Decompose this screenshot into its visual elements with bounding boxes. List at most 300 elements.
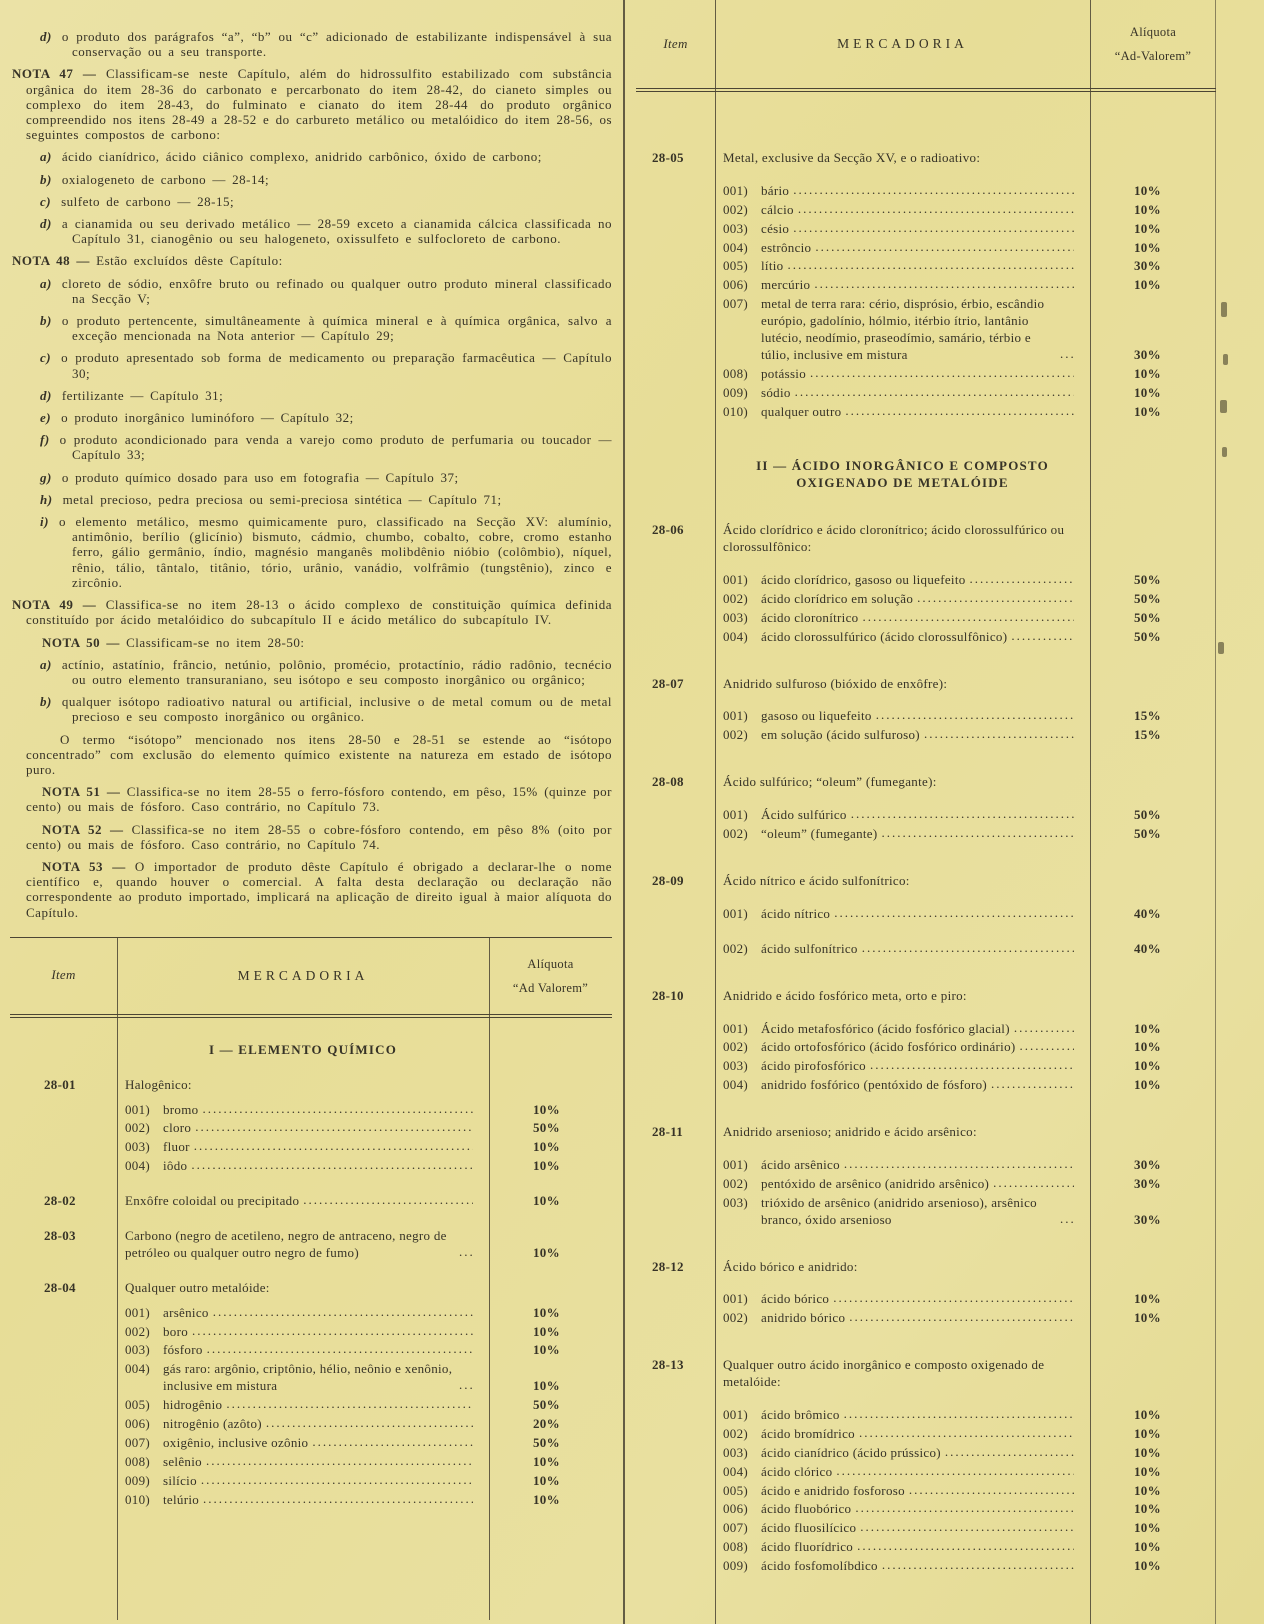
sub-item-code: 001) — [723, 807, 749, 823]
rate-value: 10% — [1134, 1539, 1161, 1555]
sub-item-code: 001) — [125, 1101, 151, 1117]
tariff-row — [636, 150, 1216, 167]
tariff-row — [10, 1280, 612, 1297]
note-marker: c) — [40, 350, 52, 366]
tariff-row — [636, 572, 1216, 589]
dot-leader — [1014, 1023, 1074, 1036]
mercadoria-cell — [715, 572, 1090, 589]
rate-value: 10% — [1134, 1039, 1161, 1055]
mercadoria-text: ácido cianídrico (ácido prússico) — [761, 1444, 941, 1460]
rate-value: 10% — [1134, 239, 1161, 255]
mercadoria-text: ácido arsênico — [761, 1156, 840, 1172]
mercadoria-text: trióxido de arsênico (anidrido arsenioso), arsênico branco, óxido arsenioso — [761, 1194, 1037, 1227]
note-lead: NOTA 49 — — [12, 597, 97, 613]
dot-leader — [834, 909, 1074, 922]
rate-value: 10% — [1134, 384, 1161, 400]
aliquota-label-line1: Alíquota — [527, 956, 574, 971]
mercadoria-text: selênio — [163, 1453, 202, 1469]
sub-item-code: 001) — [723, 708, 749, 724]
mercadoria-cell — [715, 1310, 1090, 1327]
sub-item-code: 008) — [125, 1453, 151, 1469]
mercadoria-cell — [715, 807, 1090, 824]
column-header-mercadoria: MERCADORIA — [837, 36, 968, 52]
scan-artifact — [1222, 447, 1227, 457]
sub-item-code: 008) — [723, 1539, 749, 1555]
tariff-row — [636, 1058, 1216, 1075]
note-paragraph: i) o elemento metálico, mesmo quimicamente puro, classificado na Secção XV: alumínio, antimônio, berílio (glicínio) bismuto, cádmio, chumbo, cobalto, cobre, cromo estanho ferro, gálio germânio, índio, magnésio manganês molibdênio nióbio (colômbio), níquel, rênio, tálio, tântalo, titânio, tório, urânio, vanádio, volfrâmio (tungstênio), zinco e zircônio. — [40, 514, 612, 590]
mercadoria-text: Qualquer outro ácido inorgânico e composto oxigenado de metalóide: — [723, 1357, 1045, 1390]
sub-item-code: 006) — [125, 1416, 151, 1431]
mercadoria-cell — [715, 1426, 1090, 1443]
rate-value: 30% — [1134, 1211, 1161, 1227]
tariff-row — [636, 708, 1216, 725]
dot-leader — [993, 1179, 1074, 1192]
sub-item-code: 001) — [723, 1291, 749, 1307]
mercadoria-cell — [715, 1077, 1090, 1094]
mercadoria-cell — [117, 1435, 489, 1452]
mercadoria-cell — [715, 629, 1090, 646]
mercadoria-cell — [715, 404, 1090, 421]
rate-value: 10% — [533, 1323, 560, 1339]
tariff-row — [636, 1464, 1216, 1481]
scan-artifact — [1221, 302, 1227, 317]
item-code: 28-07 — [652, 675, 684, 691]
rate-value: 40% — [1134, 905, 1161, 921]
mercadoria-text: ácido clórico — [761, 1463, 833, 1479]
dot-leader — [1060, 350, 1074, 363]
mercadoria-cell — [715, 1124, 1090, 1141]
tariff-row — [636, 1357, 1216, 1391]
aliquota-label-line2: “Ad Valorem” — [512, 980, 589, 995]
mercadoria-cell — [715, 366, 1090, 383]
mercadoria-text: Anidrido arsenioso; anidrido e ácido arsênico: — [723, 1124, 977, 1140]
rate-value: 20% — [533, 1416, 560, 1431]
sub-item-code: 004) — [723, 239, 749, 255]
note-marker: a) — [40, 149, 52, 165]
rate-value: 40% — [1134, 940, 1161, 956]
right-tariff-table — [636, 0, 1216, 1624]
tariff-row — [636, 988, 1216, 1005]
aliquota-label-line1: Alíquota — [1129, 24, 1177, 39]
note-marker: b) — [40, 313, 52, 329]
note-marker: c) — [40, 193, 52, 209]
mercadoria-cell — [715, 1357, 1090, 1391]
sub-item-code: 001) — [125, 1304, 151, 1320]
mercadoria-text: bromo — [163, 1101, 199, 1117]
mercadoria-text: telúrio — [163, 1491, 200, 1507]
mercadoria-cell — [715, 988, 1090, 1005]
mercadoria-text: fluor — [163, 1139, 190, 1155]
note-marker: b) — [40, 694, 52, 710]
sub-item-code: 002) — [125, 1323, 151, 1339]
mercadoria-text: oxigênio, inclusive ozônio — [163, 1434, 309, 1450]
mercadoria-cell — [715, 1445, 1090, 1462]
tariff-row — [10, 1342, 612, 1359]
mercadoria-cell — [715, 1176, 1090, 1193]
left-column — [10, 6, 612, 1620]
tariff-row — [636, 610, 1216, 627]
note-paragraph: O termo “isótopo” mencionado nos itens 28-50 e 28-51 se estende ao “isótopo concentrado” com exclusão do elemento químico existente na natureza em estado de isótopo puro. — [26, 731, 612, 777]
tariff-row — [10, 1077, 612, 1094]
dot-leader — [991, 1080, 1074, 1093]
sub-item-code: 010) — [125, 1491, 151, 1507]
mercadoria-cell — [117, 1324, 489, 1341]
dot-leader — [862, 613, 1074, 626]
dot-leader — [192, 1326, 473, 1339]
tariff-row — [636, 366, 1216, 383]
note-marker: a) — [40, 275, 52, 291]
sub-item-code: 004) — [125, 1158, 151, 1174]
aliquota-label-line2: “Ad-Valorem” — [1114, 49, 1192, 63]
mercadoria-text: em solução (ácido sulfuroso) — [761, 727, 920, 743]
tariff-row — [636, 404, 1216, 421]
dot-leader — [876, 711, 1074, 724]
note-paragraph: d) a cianamida ou seu derivado metálico — 28-59 exceto a cianamida cálcica classificada no Capítulo 31, cianogênio ou seu halogeneto, oxissulfeto e sulfocloreto de carbono. — [40, 216, 612, 247]
mercadoria-cell — [715, 183, 1090, 200]
sub-item-code: 009) — [125, 1472, 151, 1488]
sub-item-code: 002) — [723, 201, 749, 217]
note-marker: h) — [40, 491, 53, 507]
rate-value: 50% — [1134, 572, 1161, 588]
dot-leader — [844, 1410, 1074, 1423]
dot-leader — [266, 1419, 473, 1432]
tariff-row — [10, 1228, 612, 1262]
sub-item-code: 001) — [723, 572, 749, 588]
item-code: 28-06 — [652, 522, 684, 538]
tariff-row — [10, 1324, 612, 1341]
item-code: 28-13 — [652, 1357, 684, 1373]
mercadoria-text: ácido fluosilícico — [761, 1520, 857, 1536]
mercadoria-text: silício — [163, 1472, 197, 1488]
mercadoria-text: ácido pirofosfórico — [761, 1058, 866, 1074]
sub-item-code: 004) — [723, 1463, 749, 1479]
mercadoria-cell — [715, 1520, 1090, 1537]
mercadoria-text: Halogênico: — [125, 1076, 192, 1092]
rate-value: 50% — [533, 1120, 560, 1136]
rate-value: 10% — [533, 1453, 560, 1469]
mercadoria-text: Anidrido e ácido fosfórico meta, orto e piro: — [723, 987, 967, 1003]
note-paragraph: f) o produto acondicionado para venda a varejo como produto de perfumaria ou toucador — Capítulo 33; — [40, 432, 612, 463]
dot-leader — [924, 730, 1074, 743]
mercadoria-text: ácido fluobórico — [761, 1501, 852, 1517]
rate-value: 50% — [1134, 609, 1161, 625]
note-paragraph: NOTA 51 — Classifica-se no item 28-55 o ferro-fósforo contendo, em pêso, 15% (quinze por cento) ou mais de fósforo. Caso contrário, no Capítulo 73. — [26, 784, 612, 815]
sub-item-code: 005) — [723, 1482, 749, 1498]
mercadoria-text: estrôncio — [761, 239, 812, 255]
mercadoria-cell — [117, 1102, 489, 1119]
dot-leader — [882, 829, 1074, 842]
mercadoria-text: gás raro: argônio, criptônio, hélio, neônio e xenônio, inclusive em mistura — [163, 1361, 453, 1394]
mercadoria-cell — [117, 1158, 489, 1175]
tariff-row — [10, 1397, 612, 1414]
tariff-row — [636, 1310, 1216, 1327]
tariff-row — [636, 1445, 1216, 1462]
mercadoria-cell — [715, 1058, 1090, 1075]
sub-item-code: 002) — [723, 1310, 749, 1326]
mercadoria-cell — [715, 1291, 1090, 1308]
rate-value: 10% — [533, 1304, 560, 1320]
dot-leader — [1011, 632, 1074, 645]
tariff-row — [636, 296, 1216, 364]
sub-item-code: 002) — [723, 1039, 749, 1055]
mercadoria-text: Ácido sulfúrico — [761, 807, 847, 823]
dot-leader — [844, 1160, 1074, 1173]
tariff-row — [636, 941, 1216, 958]
sub-item-code: 007) — [125, 1434, 151, 1450]
note-marker: e) — [40, 410, 52, 426]
mercadoria-cell — [715, 296, 1090, 364]
mercadoria-cell — [715, 150, 1090, 167]
left-tariff-table — [10, 937, 612, 1620]
sub-item-code: 002) — [125, 1120, 151, 1136]
mercadoria-cell — [715, 1021, 1090, 1038]
dot-leader — [1060, 1215, 1074, 1228]
tariff-row — [10, 1120, 612, 1137]
dot-leader — [793, 224, 1074, 237]
rate-value: 10% — [533, 1158, 560, 1174]
rate-value: 50% — [1134, 807, 1161, 823]
tariff-row — [636, 629, 1216, 646]
sub-item-code: 003) — [723, 1444, 749, 1460]
dot-leader — [857, 1542, 1074, 1555]
sub-item-code: 001) — [723, 1020, 749, 1036]
note-paragraph: b) qualquer isótopo radioativo natural ou artificial, inclusive o de metal comum ou de metal precioso e seu composto inorgânico ou orgânico. — [40, 694, 612, 725]
mercadoria-cell — [715, 1558, 1090, 1575]
tariff-row — [10, 1193, 612, 1210]
note-paragraph: d) o produto dos parágrafos “a”, “b” ou “c” adicionado de estabilizante indispensável à sua conservação ou a seu transporte. — [40, 29, 612, 60]
tariff-row — [636, 727, 1216, 744]
tariff-row — [636, 1124, 1216, 1141]
mercadoria-text: ácido fluorídrico — [761, 1539, 854, 1555]
mercadoria-cell — [715, 1157, 1090, 1174]
mercadoria-cell — [117, 1305, 489, 1322]
mercadoria-text: Metal, exclusive da Secção XV, e o radioativo: — [723, 150, 981, 165]
mercadoria-cell — [715, 1464, 1090, 1481]
mercadoria-cell — [117, 1473, 489, 1490]
tariff-row — [10, 1305, 612, 1322]
mercadoria-text: ácido fosfomolíbdico — [761, 1558, 878, 1574]
note-paragraph: h) metal precioso, pedra preciosa ou semi-preciosa sintética — Capítulo 71; — [40, 491, 502, 507]
sub-item-code: 009) — [723, 384, 749, 400]
section-heading-text: I — ELEMENTO QUÍMICO — [208, 1041, 398, 1057]
rate-value: 10% — [1134, 1077, 1161, 1093]
tariff-row — [636, 826, 1216, 843]
mercadoria-text: Ácido nítrico e ácido sulfonítrico: — [723, 872, 910, 888]
chapter-notes — [10, 6, 612, 927]
rate-value: 10% — [1134, 1444, 1161, 1460]
note-marker: i) — [40, 514, 49, 530]
rate-value: 10% — [1134, 1291, 1161, 1307]
dot-leader — [851, 810, 1074, 823]
dot-leader — [207, 1345, 473, 1358]
mercadoria-cell — [117, 1342, 489, 1359]
tariff-row — [10, 1102, 612, 1119]
note-lead: NOTA 48 — — [12, 253, 90, 269]
note-paragraph: NOTA 53 — O importador de produto dêste Capítulo é obrigado a declarar-lhe o nome científico e, quando houver o comercial. A falta desta declaração ou declaração não correspondente ao produto importado, implicará na aplicação de direito igual à maior alíquota do Capítulo. — [26, 858, 612, 920]
rate-value: 30% — [1134, 258, 1161, 274]
scan-artifact — [1220, 400, 1227, 413]
mercadoria-text: ácido clorídrico em solução — [761, 590, 914, 606]
tariff-row — [10, 1454, 612, 1471]
rate-value: 50% — [1134, 826, 1161, 842]
mercadoria-text: ácido nítrico — [761, 905, 831, 921]
mercadoria-text: anidrido bórico — [761, 1310, 846, 1326]
table-column-rule — [1090, 0, 1091, 1624]
rate-value: 10% — [1134, 277, 1161, 293]
tariff-row — [636, 906, 1216, 923]
rate-value: 15% — [1134, 727, 1161, 743]
dot-leader — [849, 1313, 1074, 1326]
sub-item-code: 003) — [125, 1139, 151, 1155]
sub-item-code: 001) — [723, 182, 749, 198]
dot-leader — [226, 1400, 473, 1413]
dot-leader — [815, 242, 1074, 255]
rate-value: 10% — [1134, 1058, 1161, 1074]
rate-value: 10% — [1134, 1020, 1161, 1036]
column-header-aliquota — [489, 938, 612, 1014]
mercadoria-text: boro — [163, 1323, 189, 1339]
note-paragraph: NOTA 49 — Classifica-se no item 28-13 o ácido complexo de constituição química definida constituído por ácido metalóidico do subcapítulo II e ácido metálico do subcapítulo IV. — [12, 597, 612, 628]
sub-item-code: 003) — [723, 1194, 749, 1210]
mercadoria-text: Ácido sulfúrico; “oleum” (fumegante): — [723, 774, 937, 790]
rate-value: 10% — [1134, 1520, 1161, 1536]
right-table-header — [636, 0, 1216, 92]
mercadoria-cell — [715, 941, 1090, 958]
dot-leader — [798, 205, 1074, 218]
tariff-row — [636, 1539, 1216, 1556]
mercadoria-cell — [715, 727, 1090, 744]
note-paragraph: NOTA 52 — Classifica-se no item 28-55 o cobre-fósforo contendo, em pêso 8% (oito por cento) ou mais de fósforo. Caso contrário, no Capítulo 74. — [26, 821, 612, 852]
tariff-row — [636, 1021, 1216, 1038]
rate-value: 10% — [533, 1101, 560, 1117]
rate-value: 50% — [533, 1397, 560, 1413]
tariff-row — [10, 1492, 612, 1509]
rate-value: 30% — [1134, 1156, 1161, 1172]
sub-item-code: 003) — [723, 1058, 749, 1074]
sub-item-code: 009) — [723, 1558, 749, 1574]
dot-leader — [970, 575, 1074, 588]
mercadoria-text: iôdo — [163, 1158, 188, 1174]
tariff-row — [10, 1361, 612, 1395]
rate-value: 30% — [1134, 346, 1161, 362]
mercadoria-text: ácido cloronítrico — [761, 609, 859, 625]
dot-leader — [312, 1438, 473, 1451]
tariff-row — [10, 1158, 612, 1175]
dot-leader — [882, 1561, 1074, 1574]
item-code: 28-01 — [44, 1076, 76, 1092]
tariff-row — [636, 277, 1216, 294]
dot-leader — [201, 1476, 473, 1489]
rate-value: 10% — [1134, 365, 1161, 381]
dot-leader — [862, 944, 1074, 957]
mercadoria-cell — [715, 610, 1090, 627]
dot-leader — [855, 1504, 1074, 1517]
rate-value: 10% — [1134, 182, 1161, 198]
mercadoria-text: fósforo — [163, 1342, 203, 1358]
sub-item-code: 001) — [723, 1156, 749, 1172]
sub-item-code: 004) — [723, 628, 749, 644]
mercadoria-cell — [117, 1454, 489, 1471]
sub-item-code: 007) — [723, 296, 749, 312]
rate-value: 15% — [1134, 708, 1161, 724]
dot-leader — [833, 1294, 1074, 1307]
tariff-row — [636, 774, 1216, 791]
mercadoria-cell — [117, 1120, 489, 1137]
column-header-item: Item — [663, 35, 688, 51]
dot-leader — [795, 388, 1074, 401]
tariff-row — [636, 1426, 1216, 1443]
note-marker: d) — [40, 29, 52, 44]
column-header-mercadoria: MERCADORIA — [237, 967, 369, 983]
note-paragraph: d) fertilizante — Capítulo 31; — [40, 387, 224, 403]
mercadoria-cell — [715, 202, 1090, 219]
dot-leader — [787, 261, 1074, 274]
sub-item-code: 001) — [723, 905, 749, 921]
mercadoria-cell — [715, 906, 1090, 923]
mercadoria-text: ácido sulfonítrico — [761, 940, 858, 956]
section-heading — [636, 458, 1090, 492]
mercadoria-text: sódio — [761, 384, 791, 400]
rate-value: 10% — [1134, 1501, 1161, 1517]
sub-item-code: 002) — [723, 1175, 749, 1191]
rate-value: 10% — [1134, 220, 1161, 236]
tariff-row — [636, 385, 1216, 402]
dot-leader — [945, 1448, 1074, 1461]
tariff-row — [636, 258, 1216, 275]
mercadoria-text: Enxôfre coloidal ou precipitado — [125, 1193, 300, 1209]
item-code: 28-03 — [44, 1227, 76, 1243]
mercadoria-text: bário — [761, 182, 790, 198]
tariff-row — [636, 1157, 1216, 1174]
mercadoria-cell — [715, 1407, 1090, 1424]
tariff-row — [636, 1077, 1216, 1094]
sub-item-code: 002) — [723, 940, 749, 956]
mercadoria-cell — [117, 1361, 489, 1395]
mercadoria-text: Qualquer outro metalóide: — [125, 1279, 270, 1295]
tariff-row — [636, 1259, 1216, 1276]
mercadoria-text: Anidrido sulfuroso (bióxido de enxôfre): — [723, 675, 948, 691]
sub-item-code: 008) — [723, 365, 749, 381]
note-marker: d) — [40, 216, 52, 232]
mercadoria-cell — [715, 774, 1090, 791]
mercadoria-cell — [715, 1483, 1090, 1500]
item-code: 28-05 — [652, 150, 684, 165]
note-paragraph: b) oxialogeneto de carbono — 28-14; — [40, 171, 270, 187]
rate-value: 10% — [1134, 1310, 1161, 1326]
tariff-row — [636, 1501, 1216, 1518]
dot-leader — [459, 1381, 473, 1394]
item-code: 28-04 — [44, 1279, 76, 1295]
sub-item-code: 002) — [723, 727, 749, 743]
table-column-rule — [715, 0, 716, 1624]
sub-item-code: 001) — [723, 1406, 749, 1422]
note-marker: f) — [40, 432, 50, 448]
note-paragraph: a) ácido cianídrico, ácido ciânico complexo, anidrido carbônico, óxido de carbono; — [40, 149, 542, 165]
dot-leader — [203, 1494, 473, 1507]
mercadoria-text: cálcio — [761, 201, 794, 217]
mercadoria-cell — [117, 1139, 489, 1156]
rate-value: 50% — [1134, 628, 1161, 644]
mercadoria-text: gasoso ou liquefeito — [761, 708, 872, 724]
dot-leader — [459, 1248, 473, 1261]
tariff-row — [10, 1416, 612, 1433]
item-code: 28-08 — [652, 774, 684, 790]
mercadoria-text: ácido brômico — [761, 1406, 840, 1422]
rate-value: 10% — [533, 1378, 560, 1394]
rate-value: 10% — [533, 1244, 560, 1260]
dot-leader — [206, 1457, 473, 1470]
tariff-row — [636, 1291, 1216, 1308]
